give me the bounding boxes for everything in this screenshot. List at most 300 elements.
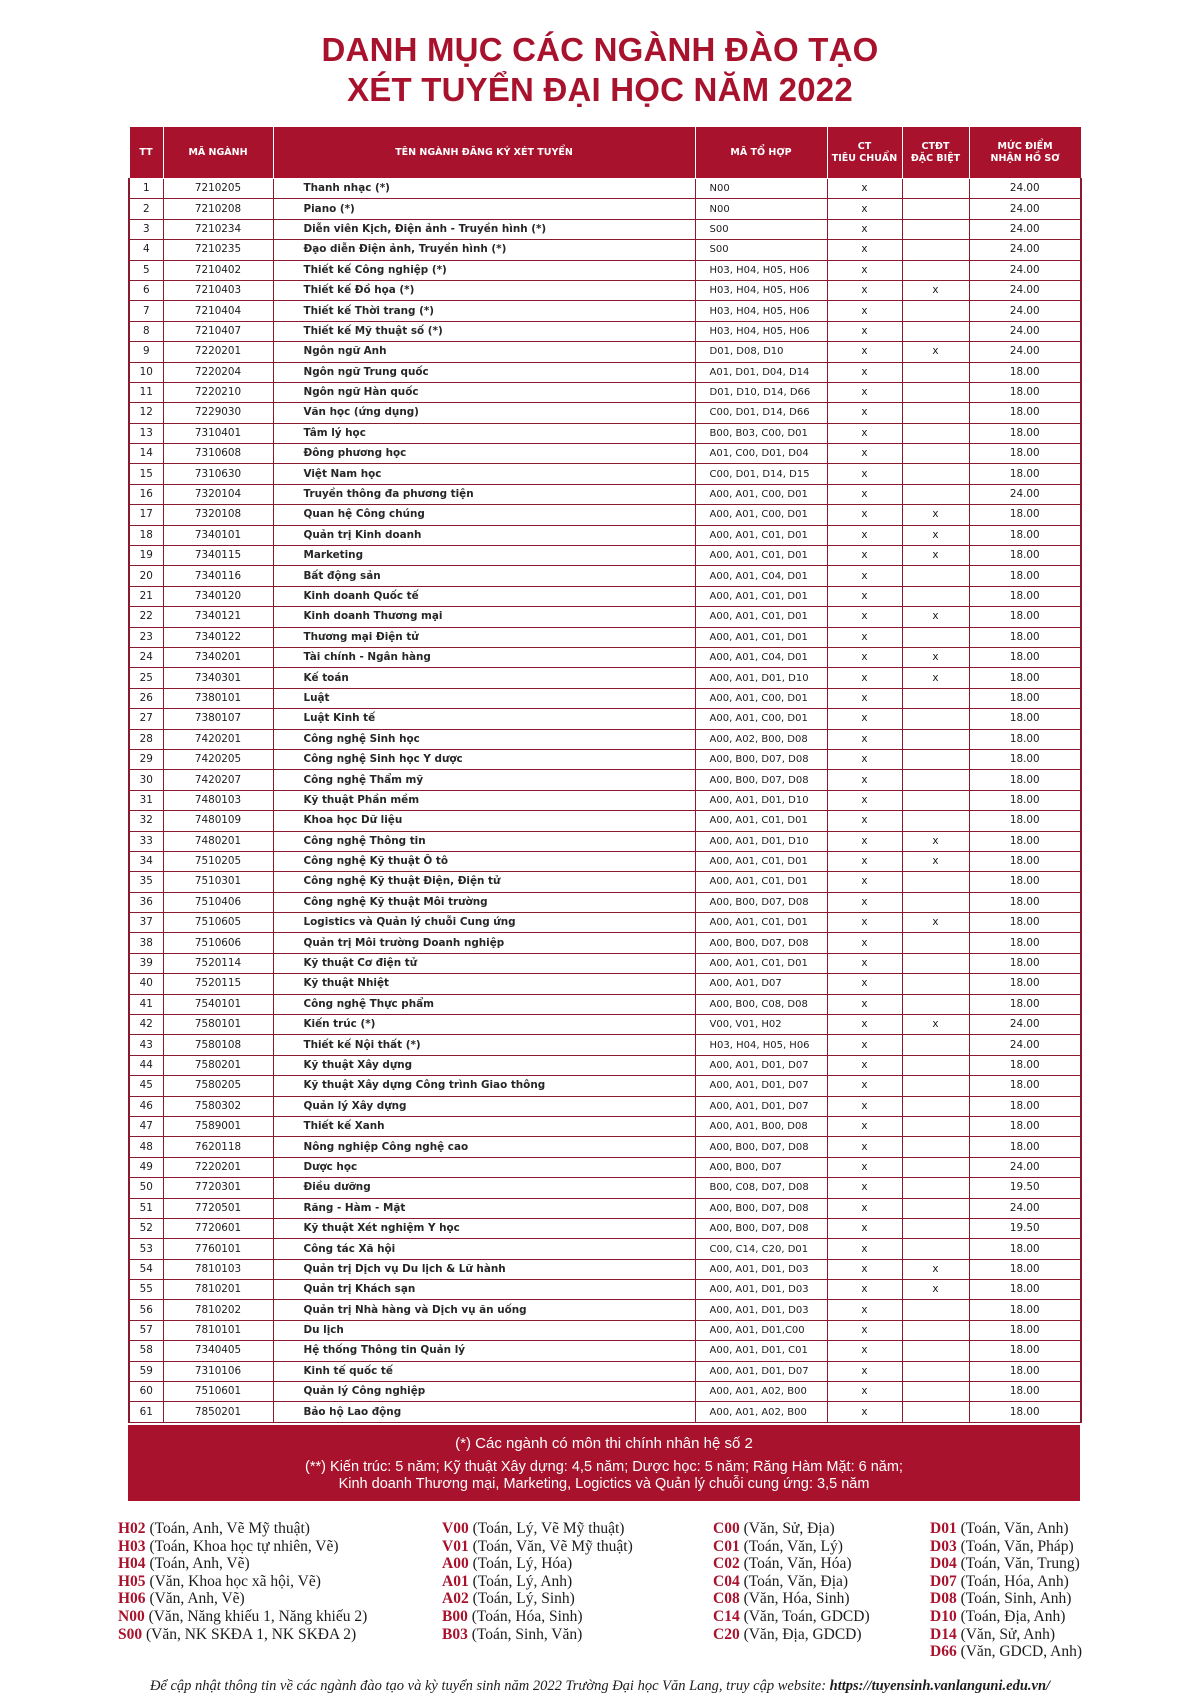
table-row <box>129 525 1081 545</box>
cell-name: Kỹ thuật Xây dựng Công trình Giao thông <box>273 1076 695 1096</box>
cell-name: Quan hệ Công chúng <box>273 505 695 525</box>
cell-score: 18.00 <box>969 1341 1081 1361</box>
cell-code: 7760101 <box>163 1239 273 1259</box>
cell-score: 24.00 <box>969 1015 1081 1035</box>
cell-code: 7540101 <box>163 994 273 1014</box>
cell-score: 24.00 <box>969 219 1081 239</box>
legend-description: (Toán, Hóa, Anh) <box>956 1572 1069 1590</box>
table-row <box>129 464 1081 484</box>
cell-score: 18.00 <box>969 1300 1081 1320</box>
cell-tt: 2 <box>129 199 163 219</box>
cell-special <box>902 301 969 321</box>
cell-standard: x <box>827 974 902 994</box>
table-row <box>129 627 1081 647</box>
cell-tt: 23 <box>129 627 163 647</box>
cell-code: 7320104 <box>163 484 273 504</box>
table-row <box>129 811 1081 831</box>
cell-score: 18.00 <box>969 1096 1081 1116</box>
cell-tt: 22 <box>129 607 163 627</box>
cell-standard: x <box>827 790 902 810</box>
legend-item <box>118 1590 367 1608</box>
cell-code: 7510301 <box>163 872 273 892</box>
legend-description: (Toán, Sinh, Văn) <box>467 1625 583 1643</box>
cell-special <box>902 770 969 790</box>
table-row <box>129 688 1081 708</box>
cell-standard: x <box>827 342 902 362</box>
cell-score: 24.00 <box>969 1035 1081 1055</box>
cell-combo: A00, A01, D01,C00 <box>695 1320 827 1340</box>
legend-description: (Văn, Anh, Vẽ) <box>145 1590 245 1608</box>
legend-code: H03 <box>118 1537 146 1555</box>
cell-combo: B00, B03, C00, D01 <box>695 423 827 443</box>
cell-code: 7210404 <box>163 301 273 321</box>
cell-tt: 4 <box>129 240 163 260</box>
cell-combo: A00, A01, C00, D01 <box>695 709 827 729</box>
cell-special <box>902 1055 969 1075</box>
table-row <box>129 301 1081 321</box>
cell-tt: 50 <box>129 1178 163 1198</box>
cell-name: Dược học <box>273 1157 695 1177</box>
cell-code: 7210205 <box>163 179 273 199</box>
legend-description: (Toán, Văn, Lý) <box>739 1537 843 1555</box>
cell-score: 18.00 <box>969 913 1081 933</box>
table-row <box>129 1198 1081 1218</box>
table-row <box>129 974 1081 994</box>
cell-standard: x <box>827 525 902 545</box>
table-row <box>129 872 1081 892</box>
legend-item <box>930 1555 1082 1573</box>
cell-tt: 59 <box>129 1361 163 1381</box>
cell-code: 7210208 <box>163 199 273 219</box>
cell-combo: A00, A01, C04, D01 <box>695 566 827 586</box>
table-row <box>129 1096 1081 1116</box>
cell-name: Piano (*) <box>273 199 695 219</box>
header-score <box>969 127 1081 179</box>
cell-special <box>902 1076 969 1096</box>
table-row <box>129 1382 1081 1402</box>
cell-code: 7580101 <box>163 1015 273 1035</box>
cell-standard: x <box>827 1361 902 1381</box>
legend-item <box>930 1608 1082 1626</box>
legend-item <box>713 1520 870 1538</box>
cell-combo: A01, D01, D04, D14 <box>695 362 827 382</box>
cell-standard: x <box>827 709 902 729</box>
cell-name: Hệ thống Thông tin Quản lý <box>273 1341 695 1361</box>
cell-name: Điều dưỡng <box>273 1178 695 1198</box>
cell-standard: x <box>827 464 902 484</box>
table-row <box>129 770 1081 790</box>
cell-name: Công tác Xã hội <box>273 1239 695 1259</box>
cell-standard: x <box>827 1055 902 1075</box>
cell-tt: 34 <box>129 851 163 871</box>
cell-special <box>902 974 969 994</box>
header-special-line1: CTĐT <box>921 140 950 152</box>
cell-code: 7420205 <box>163 749 273 769</box>
table-row <box>129 484 1081 504</box>
header-standard-line2: TIÊU CHUẨN <box>831 152 898 164</box>
cell-score: 18.00 <box>969 607 1081 627</box>
cell-special <box>902 1320 969 1340</box>
cell-standard: x <box>827 199 902 219</box>
legend-code: C14 <box>713 1607 740 1625</box>
legend-description: (Toán, Hóa, Sinh) <box>467 1607 583 1625</box>
legend-description: (Văn, Khoa học xã hội, Vẽ) <box>145 1572 321 1590</box>
legend-description: (Toán, Văn, Pháp) <box>956 1537 1074 1555</box>
footer-text: Để cập nhật thông tin về các ngành đào tạo và kỳ tuyển sinh năm 2022 Trường Đại học Văn Lang, truy cập website: <box>149 1678 830 1694</box>
cell-tt: 17 <box>129 505 163 525</box>
notes-box <box>128 1425 1080 1501</box>
table-header-row <box>129 127 1081 179</box>
cell-code: 7380101 <box>163 688 273 708</box>
legend-item <box>442 1626 633 1644</box>
legend-description: (Văn, Sử, Anh) <box>956 1625 1056 1643</box>
cell-special: x <box>902 546 969 566</box>
cell-score: 18.00 <box>969 1239 1081 1259</box>
cell-tt: 39 <box>129 953 163 973</box>
cell-name: Bất động sản <box>273 566 695 586</box>
cell-standard: x <box>827 280 902 300</box>
cell-special: x <box>902 525 969 545</box>
cell-standard: x <box>827 260 902 280</box>
cell-name: Quản lý Công nghiệp <box>273 1382 695 1402</box>
cell-standard: x <box>827 872 902 892</box>
cell-code: 7340101 <box>163 525 273 545</box>
legend-description: (Toán, Lý, Vẽ Mỹ thuật) <box>468 1520 625 1537</box>
cell-name: Luật Kinh tế <box>273 709 695 729</box>
cell-name: Kỹ thuật Xét nghiệm Y học <box>273 1218 695 1238</box>
cell-code: 7850201 <box>163 1402 273 1422</box>
footer-website-link[interactable]: https://tuyensinh.vanlanguni.edu.vn/ <box>829 1678 1051 1694</box>
cell-standard: x <box>827 607 902 627</box>
legend-item <box>118 1573 367 1591</box>
cell-score: 18.00 <box>969 1137 1081 1157</box>
cell-standard: x <box>827 994 902 1014</box>
cell-name: Răng - Hàm - Mặt <box>273 1198 695 1218</box>
cell-tt: 33 <box>129 831 163 851</box>
cell-special <box>902 1157 969 1177</box>
table-row <box>129 1402 1081 1422</box>
table-row <box>129 709 1081 729</box>
cell-name: Diễn viên Kịch, Điện ảnh - Truyền hình (*) <box>273 219 695 239</box>
cell-code: 7310608 <box>163 444 273 464</box>
cell-code: 7810202 <box>163 1300 273 1320</box>
table-row <box>129 607 1081 627</box>
cell-score: 18.00 <box>969 770 1081 790</box>
cell-combo: A00, A01, A02, B00 <box>695 1402 827 1422</box>
cell-tt: 28 <box>129 729 163 749</box>
cell-name: Kế toán <box>273 668 695 688</box>
cell-score: 24.00 <box>969 342 1081 362</box>
cell-special <box>902 688 969 708</box>
cell-code: 7340201 <box>163 647 273 667</box>
legend-item <box>713 1573 870 1591</box>
legend-column-1 <box>118 1520 367 1643</box>
cell-name: Việt Nam học <box>273 464 695 484</box>
cell-tt: 15 <box>129 464 163 484</box>
legend-description: (Văn, Toán, GDCD) <box>739 1607 870 1625</box>
cell-score: 24.00 <box>969 301 1081 321</box>
cell-combo: A00, A01, C01, D01 <box>695 953 827 973</box>
cell-tt: 29 <box>129 749 163 769</box>
legend-column-4 <box>930 1520 1082 1661</box>
legend-item <box>118 1626 367 1644</box>
cell-combo: A00, A01, C01, D01 <box>695 913 827 933</box>
cell-combo: A00, A01, D01, D07 <box>695 1096 827 1116</box>
cell-special <box>902 219 969 239</box>
cell-code: 7480109 <box>163 811 273 831</box>
cell-code: 7480201 <box>163 831 273 851</box>
cell-name: Đạo diễn Điện ảnh, Truyền hình (*) <box>273 240 695 260</box>
legend-item <box>118 1555 367 1573</box>
legend-item <box>118 1608 367 1626</box>
cell-score: 19.50 <box>969 1218 1081 1238</box>
legend-description: (Văn, NK SKĐA 1, NK SKĐA 2) <box>142 1625 357 1643</box>
cell-code: 7620118 <box>163 1137 273 1157</box>
cell-combo: H03, H04, H05, H06 <box>695 1035 827 1055</box>
cell-score: 18.00 <box>969 403 1081 423</box>
legend-description: (Toán, Anh, Vẽ) <box>145 1555 250 1573</box>
cell-score: 24.00 <box>969 179 1081 199</box>
cell-code: 7810103 <box>163 1259 273 1279</box>
cell-tt: 30 <box>129 770 163 790</box>
legend-description: (Toán, Anh, Vẽ Mỹ thuật) <box>145 1520 310 1537</box>
cell-name: Kinh tế quốc tế <box>273 1361 695 1381</box>
legend-item <box>930 1573 1082 1591</box>
cell-tt: 53 <box>129 1239 163 1259</box>
legend-item <box>713 1555 870 1573</box>
cell-score: 18.00 <box>969 505 1081 525</box>
cell-name: Thiết kế Công nghiệp (*) <box>273 260 695 280</box>
cell-score: 18.00 <box>969 831 1081 851</box>
table-row <box>129 423 1081 443</box>
cell-standard: x <box>827 1280 902 1300</box>
cell-combo: C00, D01, D14, D66 <box>695 403 827 423</box>
legend-code: C08 <box>713 1590 740 1608</box>
cell-standard: x <box>827 1015 902 1035</box>
cell-standard: x <box>827 301 902 321</box>
legend-description: (Toán, Lý, Anh) <box>468 1572 573 1590</box>
cell-combo: A00, B00, D07 <box>695 1157 827 1177</box>
cell-name: Công nghệ Sinh học Y dược <box>273 749 695 769</box>
cell-combo: H03, H04, H05, H06 <box>695 301 827 321</box>
cell-code: 7310106 <box>163 1361 273 1381</box>
table-row <box>129 994 1081 1014</box>
cell-special <box>902 1239 969 1259</box>
cell-tt: 57 <box>129 1320 163 1340</box>
cell-tt: 47 <box>129 1116 163 1136</box>
cell-code: 7520115 <box>163 974 273 994</box>
table-row <box>129 831 1081 851</box>
cell-tt: 58 <box>129 1341 163 1361</box>
cell-special: x <box>902 1015 969 1035</box>
cell-tt: 7 <box>129 301 163 321</box>
cell-code: 7220204 <box>163 362 273 382</box>
cell-name: Thanh nhạc (*) <box>273 179 695 199</box>
cell-combo: C00, D01, D14, D15 <box>695 464 827 484</box>
legend-item <box>930 1643 1082 1661</box>
cell-standard: x <box>827 382 902 402</box>
table-row <box>129 342 1081 362</box>
table-row <box>129 851 1081 871</box>
cell-name: Marketing <box>273 546 695 566</box>
cell-code: 7210407 <box>163 321 273 341</box>
cell-combo: A00, A01, A02, B00 <box>695 1382 827 1402</box>
cell-score: 18.00 <box>969 872 1081 892</box>
header-standard-line1: CT <box>857 140 872 152</box>
cell-combo: A00, A01, D01, D07 <box>695 1076 827 1096</box>
cell-tt: 1 <box>129 179 163 199</box>
cell-score: 18.00 <box>969 709 1081 729</box>
cell-special <box>902 1300 969 1320</box>
cell-code: 7480103 <box>163 790 273 810</box>
cell-combo: A00, A01, D01, D03 <box>695 1259 827 1279</box>
cell-code: 7310401 <box>163 423 273 443</box>
cell-combo: A00, A01, D01, D03 <box>695 1300 827 1320</box>
cell-combo: A00, A01, C01, D01 <box>695 872 827 892</box>
legend-item <box>930 1590 1082 1608</box>
cell-code: 7340301 <box>163 668 273 688</box>
legend-item <box>442 1555 633 1573</box>
cell-combo: A00, A01, C00, D01 <box>695 505 827 525</box>
cell-tt: 16 <box>129 484 163 504</box>
legend-code: H04 <box>118 1555 146 1573</box>
legend-column-2 <box>442 1520 633 1643</box>
legend-code: H06 <box>118 1590 146 1608</box>
cell-name: Công nghệ Thẩm mỹ <box>273 770 695 790</box>
cell-name: Quản trị Kinh doanh <box>273 525 695 545</box>
cell-special <box>902 586 969 606</box>
cell-code: 7510205 <box>163 851 273 871</box>
cell-score: 18.00 <box>969 933 1081 953</box>
cell-tt: 27 <box>129 709 163 729</box>
table-row <box>129 1116 1081 1136</box>
cell-standard: x <box>827 484 902 504</box>
cell-combo: A00, A01, D01, C01 <box>695 1341 827 1361</box>
cell-name: Quản trị Nhà hàng và Dịch vụ ăn uống <box>273 1300 695 1320</box>
cell-code: 7720301 <box>163 1178 273 1198</box>
cell-standard: x <box>827 1198 902 1218</box>
legend-code: S00 <box>118 1625 143 1643</box>
cell-tt: 38 <box>129 933 163 953</box>
cell-standard: x <box>827 1239 902 1259</box>
cell-combo: S00 <box>695 219 827 239</box>
cell-name: Logistics và Quản lý chuỗi Cung ứng <box>273 913 695 933</box>
cell-score: 24.00 <box>969 199 1081 219</box>
cell-score: 18.00 <box>969 688 1081 708</box>
cell-code: 7340405 <box>163 1341 273 1361</box>
cell-name: Du lịch <box>273 1320 695 1340</box>
cell-combo: A00, B00, D07, D08 <box>695 1218 827 1238</box>
cell-name: Quản trị Môi trường Doanh nghiệp <box>273 933 695 953</box>
table-row <box>129 179 1081 199</box>
legend-description: (Toán, Địa, Anh) <box>956 1607 1066 1625</box>
cell-name: Công nghệ Kỹ thuật Môi trường <box>273 892 695 912</box>
cell-standard: x <box>827 1320 902 1340</box>
cell-code: 7510605 <box>163 913 273 933</box>
table-row <box>129 321 1081 341</box>
cell-special: x <box>902 647 969 667</box>
legend-code: D10 <box>930 1607 957 1625</box>
cell-score: 18.00 <box>969 1382 1081 1402</box>
cell-score: 24.00 <box>969 1157 1081 1177</box>
cell-name: Kỹ thuật Xây dựng <box>273 1055 695 1075</box>
cell-name: Quản trị Khách sạn <box>273 1280 695 1300</box>
cell-name: Nông nghiệp Công nghệ cao <box>273 1137 695 1157</box>
table-row <box>129 1300 1081 1320</box>
legend-item <box>713 1626 870 1644</box>
cell-combo: H03, H04, H05, H06 <box>695 280 827 300</box>
cell-name: Kiến trúc (*) <box>273 1015 695 1035</box>
cell-standard: x <box>827 851 902 871</box>
cell-code: 7810201 <box>163 1280 273 1300</box>
cell-tt: 41 <box>129 994 163 1014</box>
cell-special <box>902 240 969 260</box>
cell-combo: A00, A02, B00, D08 <box>695 729 827 749</box>
cell-tt: 45 <box>129 1076 163 1096</box>
cell-tt: 51 <box>129 1198 163 1218</box>
cell-standard: x <box>827 627 902 647</box>
cell-tt: 10 <box>129 362 163 382</box>
cell-standard: x <box>827 1076 902 1096</box>
cell-standard: x <box>827 647 902 667</box>
legend-code: A00 <box>442 1555 469 1573</box>
cell-special <box>902 953 969 973</box>
cell-standard: x <box>827 179 902 199</box>
cell-name: Bảo hộ Lao động <box>273 1402 695 1422</box>
cell-standard: x <box>827 953 902 973</box>
cell-combo: A00, A01, D07 <box>695 974 827 994</box>
cell-code: 7210235 <box>163 240 273 260</box>
cell-score: 18.00 <box>969 1402 1081 1422</box>
cell-combo: A00, B00, D07, D08 <box>695 770 827 790</box>
cell-combo: A00, A01, C01, D01 <box>695 627 827 647</box>
cell-name: Quản trị Dịch vụ Du lịch & Lữ hành <box>273 1259 695 1279</box>
cell-standard: x <box>827 1157 902 1177</box>
legend-description: (Văn, GDCD, Anh) <box>956 1643 1082 1661</box>
cell-special <box>902 179 969 199</box>
cell-standard: x <box>827 240 902 260</box>
header-special-line2: ĐẶC BIỆT <box>910 152 961 164</box>
cell-tt: 25 <box>129 668 163 688</box>
cell-tt: 54 <box>129 1259 163 1279</box>
legend-item <box>930 1626 1082 1644</box>
cell-score: 24.00 <box>969 260 1081 280</box>
cell-tt: 19 <box>129 546 163 566</box>
cell-tt: 5 <box>129 260 163 280</box>
cell-special <box>902 872 969 892</box>
table-row <box>129 729 1081 749</box>
cell-score: 18.00 <box>969 566 1081 586</box>
legend-item <box>442 1608 633 1626</box>
cell-name: Quản lý Xây dựng <box>273 1096 695 1116</box>
cell-special <box>902 362 969 382</box>
table-row <box>129 1320 1081 1340</box>
table-row <box>129 362 1081 382</box>
cell-code: 7340115 <box>163 546 273 566</box>
table-row <box>129 199 1081 219</box>
cell-combo: A00, A01, C01, D01 <box>695 525 827 545</box>
title-line-2: XÉT TUYỂN ĐẠI HỌC NĂM 2022 <box>347 71 853 108</box>
cell-code: 7340120 <box>163 586 273 606</box>
cell-standard: x <box>827 1096 902 1116</box>
cell-standard: x <box>827 668 902 688</box>
table-row <box>129 280 1081 300</box>
legend-code: D03 <box>930 1537 957 1555</box>
table-row <box>129 749 1081 769</box>
cell-name: Thiết kế Nội thất (*) <box>273 1035 695 1055</box>
cell-standard: x <box>827 444 902 464</box>
cell-score: 18.00 <box>969 811 1081 831</box>
